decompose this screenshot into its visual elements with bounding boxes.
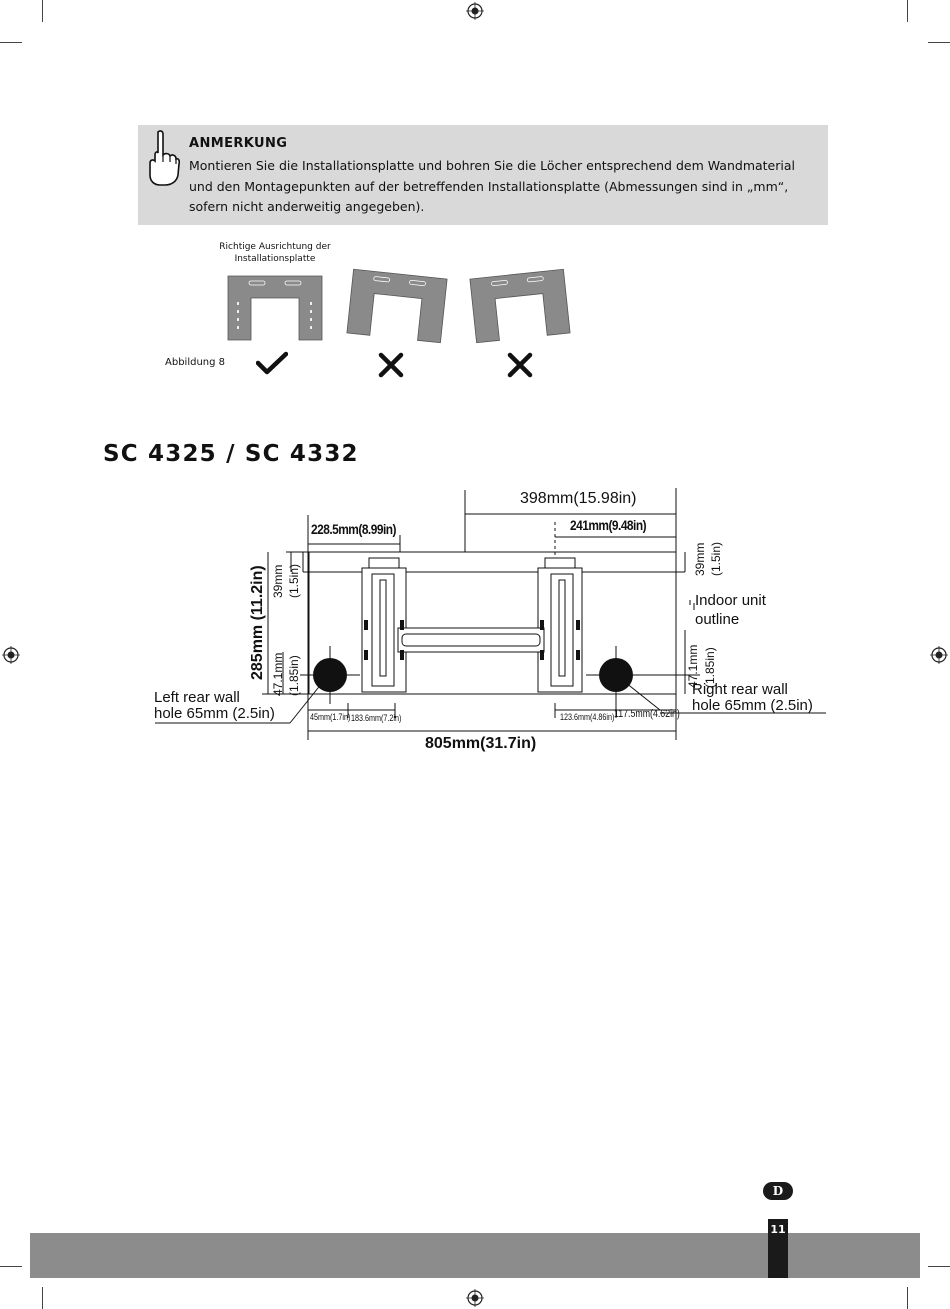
crop-mark bbox=[907, 1287, 908, 1309]
crop-mark bbox=[0, 1266, 22, 1267]
dim-285: 285mm (11.2in) bbox=[249, 565, 266, 680]
plate-wrong-tilted-left-image bbox=[345, 266, 450, 348]
dim-228: 228.5mm(8.99in) bbox=[311, 521, 396, 537]
dim-47-right-mm: 47.1mm bbox=[686, 644, 700, 688]
right-hole-line-1: Right rear wall bbox=[692, 681, 788, 698]
left-wall-hole bbox=[313, 658, 347, 692]
registration-mark-icon bbox=[466, 2, 484, 20]
right-hole-label bbox=[692, 682, 813, 714]
indoor-outline-line-1: Indoor unit bbox=[695, 592, 766, 609]
plate-correct-image bbox=[225, 272, 325, 342]
cross-icon bbox=[507, 352, 533, 378]
dim-39-right-mm: 39mm bbox=[693, 542, 707, 576]
figure-caption: Richtige Ausrichtung der Installationsplatte bbox=[219, 242, 331, 264]
dim-123: 123.6mm(4.86in) bbox=[560, 712, 615, 722]
dim-241: 241mm(9.48in) bbox=[570, 517, 647, 533]
crop-mark bbox=[907, 0, 908, 22]
crop-mark bbox=[0, 42, 22, 43]
left-hole-line-2: hole 65mm (2.5in) bbox=[154, 705, 275, 722]
plate-wrong-tilted-right-image bbox=[468, 266, 573, 348]
dim-47-right-in: (1.85in) bbox=[703, 647, 717, 688]
page-number: 11 bbox=[768, 1219, 788, 1278]
dim-39-right-in: (1.5in) bbox=[709, 541, 723, 576]
dim-39-left-in: (1.5in) bbox=[287, 563, 301, 598]
right-wall-hole bbox=[599, 658, 633, 692]
mounting-diagram bbox=[0, 480, 950, 760]
note-title: ANMERKUNG bbox=[189, 136, 288, 151]
left-hole-label bbox=[154, 690, 275, 722]
dim-117: 117.5mm(4.62in) bbox=[614, 708, 680, 720]
dim-183: 183.6mm(7.2in) bbox=[351, 713, 402, 723]
dim-805: 805mm(31.7in) bbox=[425, 735, 537, 752]
note-box bbox=[138, 125, 828, 225]
pointing-hand-icon bbox=[144, 129, 180, 187]
dim-47-left-mm: 47.1mm bbox=[271, 652, 285, 696]
language-badge: D bbox=[763, 1182, 793, 1200]
crop-mark bbox=[928, 42, 950, 43]
crop-mark bbox=[42, 1287, 43, 1309]
registration-mark-icon bbox=[466, 1289, 484, 1307]
cross-icon bbox=[378, 352, 404, 378]
indoor-outline-label bbox=[695, 591, 766, 629]
section-title: SC 4325 / SC 4332 bbox=[103, 441, 359, 467]
right-hole-line-2: hole 65mm (2.5in) bbox=[692, 697, 813, 714]
dim-398: 398mm(15.98in) bbox=[520, 490, 637, 507]
check-icon bbox=[256, 351, 288, 375]
dim-45: 45mm(1.7in) bbox=[310, 712, 351, 722]
crop-mark bbox=[928, 1266, 950, 1267]
crop-mark bbox=[42, 0, 43, 22]
indoor-outline-line-2: outline bbox=[695, 611, 740, 628]
left-hole-line-1: Left rear wall bbox=[154, 689, 240, 706]
figure-label: Abbildung 8 bbox=[165, 357, 226, 368]
dim-39-left-mm: 39mm bbox=[271, 564, 285, 598]
dim-47-left-in: (1.85in) bbox=[287, 655, 301, 696]
note-text: Montieren Sie die Installationsplatte und bohren Sie die Löcher entsprechend dem Wandmaterial und den Montagepunkten auf der betreffenden Installationsplatte (Abmessungen sind in „mm“, sofern nicht anderweitig angegeben). bbox=[189, 158, 795, 214]
